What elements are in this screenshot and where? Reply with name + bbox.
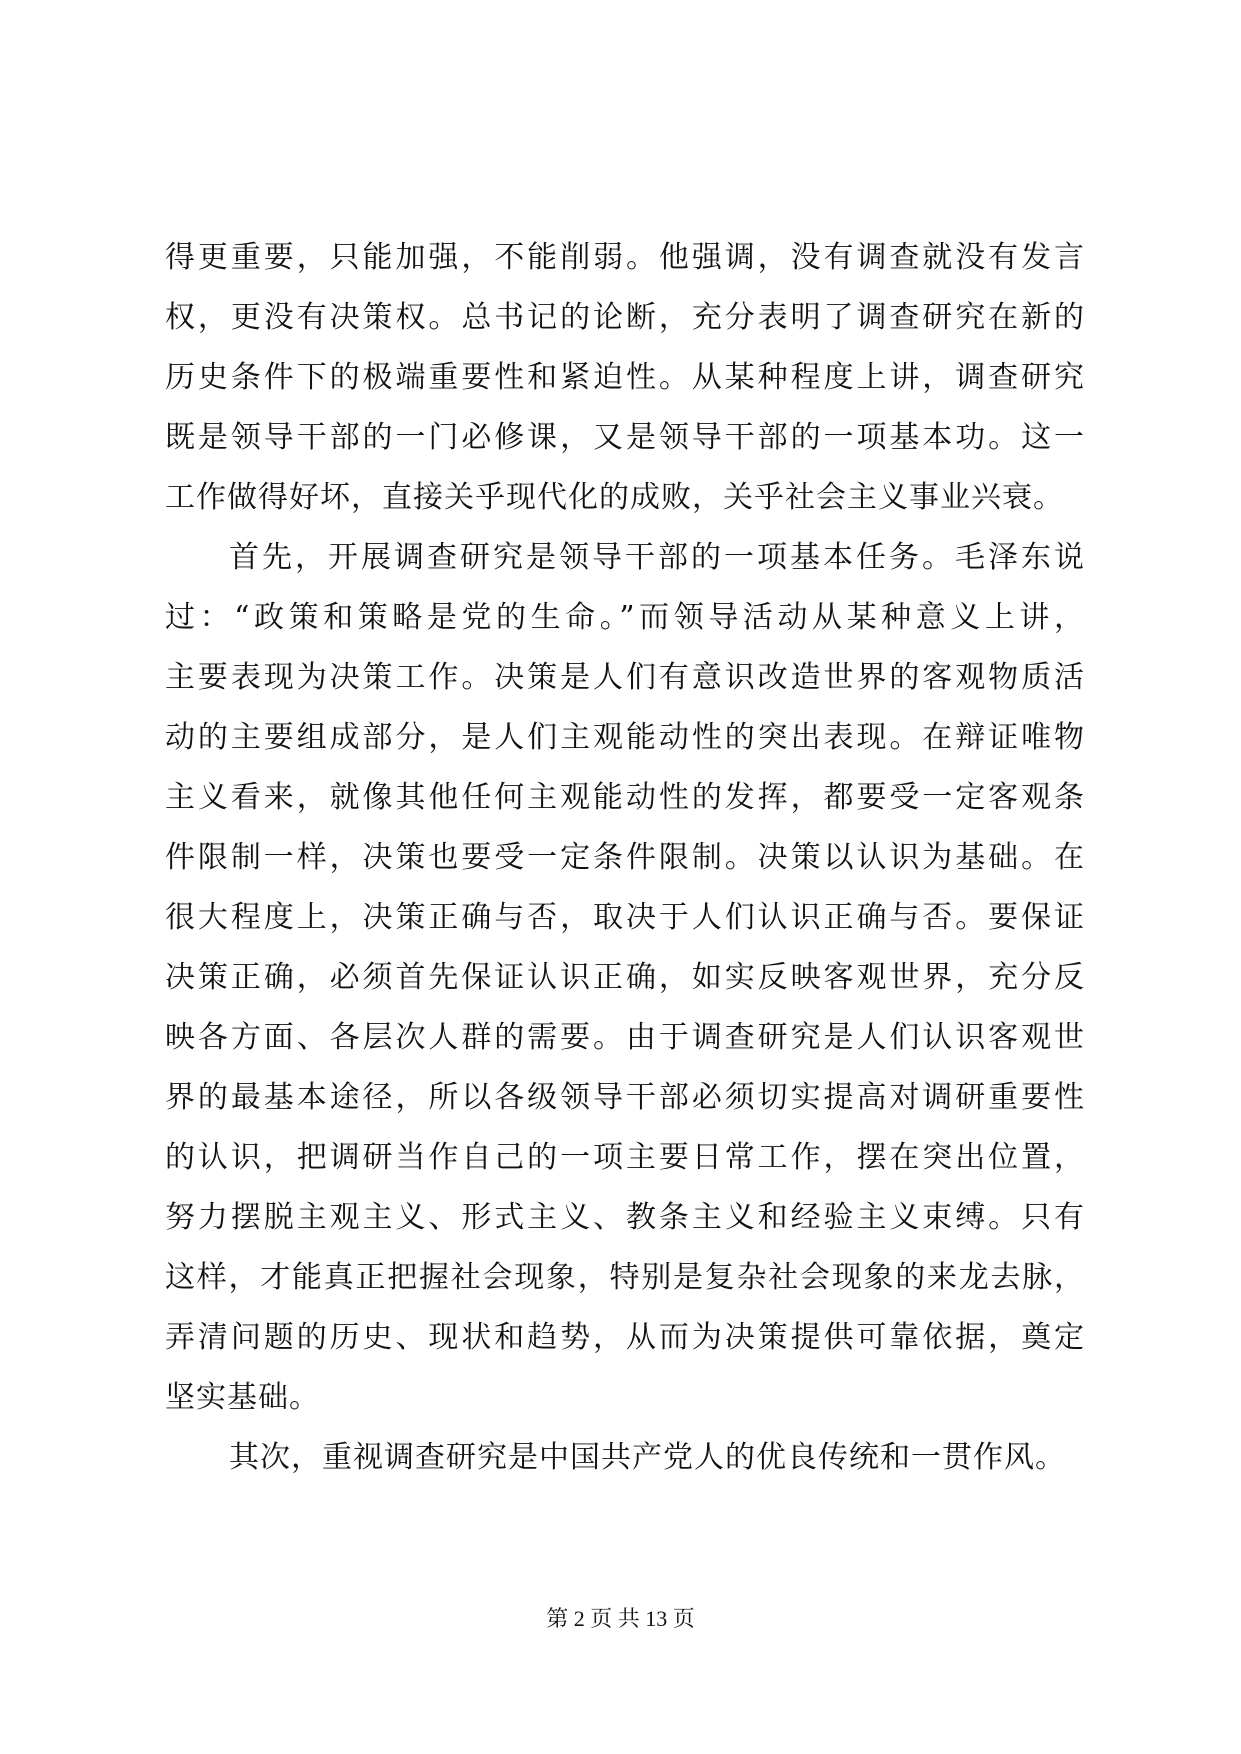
text-line: 很大程度上，决策正确与否，取决于人们认识正确与否。要保证 (165, 900, 1085, 935)
page-number-footer: 第 2 页 共 13 页 (546, 1606, 695, 1631)
text-line: 这样，才能真正把握社会现象，特别是复杂社会现象的来龙去脉， (165, 1260, 1085, 1295)
text-line: 权，更没有决策权。总书记的论断，充分表明了调查研究在新的 (165, 300, 1085, 335)
document-body (165, 228, 1085, 1488)
text-line: 弄清问题的历史、现状和趋势，从而为决策提供可靠依据，奠定 (165, 1320, 1085, 1355)
text-line: 界的最基本途径，所以各级领导干部必须切实提高对调研重要性 (165, 1080, 1085, 1115)
text-line: 主义看来，就像其他任何主观能动性的发挥，都要受一定客观条 (165, 780, 1085, 815)
text-line: 的认识，把调研当作自己的一项主要日常工作，摆在突出位置， (165, 1140, 1085, 1175)
text-line: 努力摆脱主观主义、形式主义、教条主义和经验主义束缚。只有 (165, 1200, 1085, 1235)
text-line: 主要表现为决策工作。决策是人们有意识改造世界的客观物质活 (165, 660, 1085, 695)
text-line: 历史条件下的极端重要性和紧迫性。从某种程度上讲，调查研究 (165, 360, 1085, 395)
text-line: 既是领导干部的一门必修课，又是领导干部的一项基本功。这一 (165, 420, 1085, 455)
paragraph-first-line: 其次，重视调查研究是中国共产党人的优良传统和一贯作风。 (229, 1440, 1066, 1475)
text-line: 过：“政策和策略是党的生命。”而领导活动从某种意义上讲， (165, 600, 1085, 635)
text-line: 工作做得好坏，直接关乎现代化的成败，关乎社会主义事业兴衰。 (165, 480, 1064, 515)
text-line: 得更重要，只能加强，不能削弱。他强调，没有调查就没有发言 (165, 240, 1085, 275)
text-line: 决策正确，必须首先保证认识正确，如实反映客观世界，充分反 (165, 960, 1085, 995)
text-line: 坚实基础。 (165, 1380, 320, 1415)
text-line: 件限制一样，决策也要受一定条件限制。决策以认识为基础。在 (165, 840, 1085, 875)
text-line: 动的主要组成部分，是人们主观能动性的突出表现。在辩证唯物 (165, 720, 1085, 755)
paragraph-first-line: 首先，开展调查研究是领导干部的一项基本任务。毛泽东说 (229, 540, 1085, 575)
text-line: 映各方面、各层次人群的需要。由于调查研究是人们认识客观世 (165, 1020, 1085, 1055)
